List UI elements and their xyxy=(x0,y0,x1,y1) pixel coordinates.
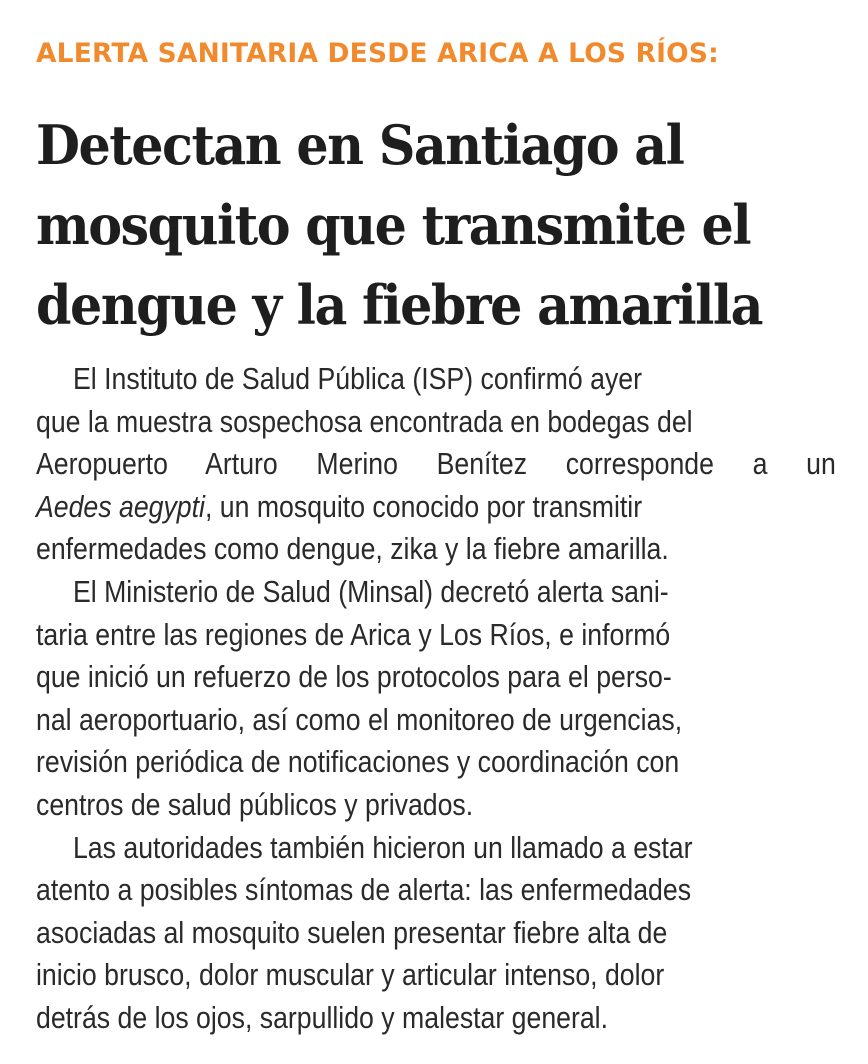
body-line: atento a posibles síntomas de alerta: las enfermedades xyxy=(36,872,692,908)
headline-line: Detectan en Santiago al xyxy=(36,113,684,177)
body-line xyxy=(36,486,729,529)
headline-line: mosquito que transmite el xyxy=(36,193,751,257)
body-line: asociadas al mosquito suelen presentar fiebre alta de xyxy=(36,914,668,950)
body-line: El Ministerio de Salud (Minsal) decretó alerta sani- xyxy=(72,573,669,609)
paragraph-3 xyxy=(36,827,842,1040)
body-line: inicio brusco, dolor muscular y articular intenso, dolor xyxy=(36,957,665,993)
kicker-label: ALERTA SANITARIA DESDE ARICA A LOS RÍOS: xyxy=(36,38,719,69)
article-body xyxy=(36,358,842,1040)
species-name: Aedes aegypti xyxy=(36,488,205,524)
body-line: detrás de los ojos, sarpullido y malestar general. xyxy=(36,999,609,1035)
headline-line: dengue y la fiebre amarilla xyxy=(36,273,763,337)
body-line: El Instituto de Salud Pública (ISP) confirmó ayer xyxy=(72,361,643,396)
body-text: , un mosquito conocido por transmitir xyxy=(204,488,643,524)
body-line: que la muestra sospechosa encontrada en bodegas del xyxy=(36,403,693,439)
body-line: nal aeroportuario, así como el monitoreo de urgencias, xyxy=(36,701,683,737)
paragraph-2 xyxy=(36,571,842,827)
body-line: Aeropuerto Arturo Merino Benítez corresponde a un xyxy=(36,446,836,482)
news-article xyxy=(36,26,842,1040)
body-line: taria entre las regiones de Arica y Los Ríos, e informó xyxy=(36,616,671,652)
body-line: enfermedades como dengue, zika y la fiebre amarilla. xyxy=(36,531,669,567)
body-line: Las autoridades también hicieron un llamado a estar xyxy=(72,829,693,865)
body-line: centros de salud públicos y privados. xyxy=(36,786,474,822)
paragraph-1 xyxy=(36,358,842,571)
headline xyxy=(36,105,842,345)
body-line: revisión periódica de notificaciones y coordinación con xyxy=(36,744,680,780)
body-line: que inició un refuerzo de los protocolos para el perso- xyxy=(36,659,672,695)
